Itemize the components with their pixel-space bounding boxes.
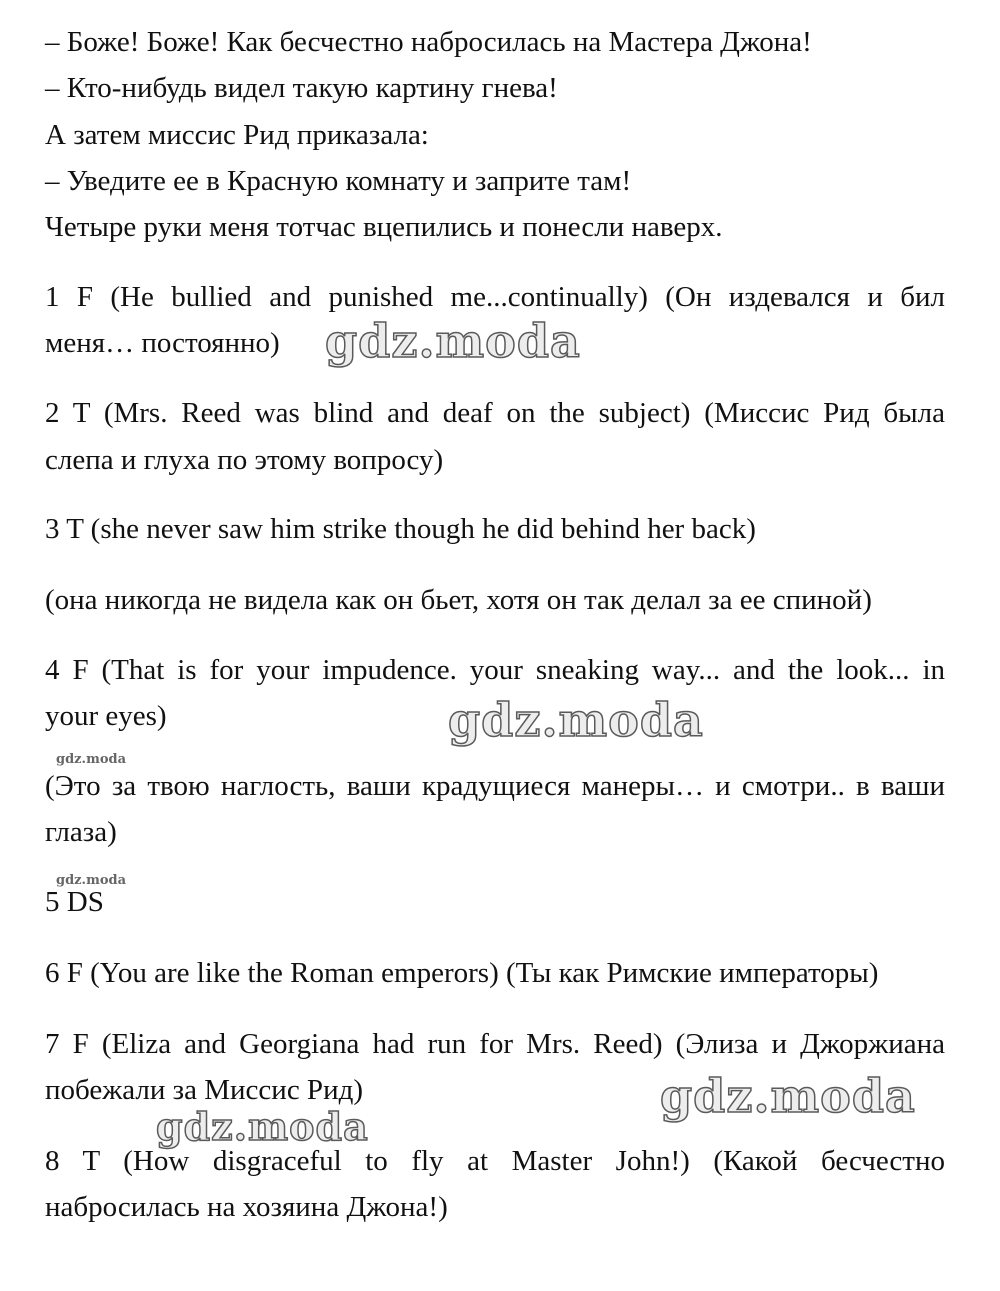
watermark-logo: gdz.moda <box>448 693 704 747</box>
answer-4-line-3: (Это за твою наглость, ваши крадущиеся манеры… и смотри.. в ваши <box>45 770 945 802</box>
watermark-small: gdz.moda <box>56 752 127 767</box>
answer-3-line-2: (она никогда не видела как он бьет, хотя он так делал за ее спиной) <box>45 584 872 616</box>
answer-4-line-2: your eyes) <box>45 700 167 732</box>
answer-5-line: 5 DS <box>45 886 104 918</box>
watermark-logo: gdz.moda <box>325 314 581 368</box>
answer-8-line-1: 8 T (How disgraceful to fly at Master John!) (Какой бесчестно <box>45 1145 945 1177</box>
answer-8-line-2: набросилась на хозяина Джона!) <box>45 1191 448 1223</box>
text-line: – Кто-нибудь видел такую картину гнева! <box>45 72 558 104</box>
text-line: – Боже! Боже! Как бесчестно набросилась на Мастера Джона! <box>45 26 812 58</box>
answer-3-line-1: 3 T (she never saw him strike though he did behind her back) <box>45 513 756 545</box>
text-line: – Уведите ее в Красную комнату и заприте там! <box>45 165 632 197</box>
text-line: А затем миссис Рид приказала: <box>45 119 429 151</box>
watermark-logo: gdz.moda <box>156 1104 369 1149</box>
answer-1-line-1: 1 F (He bullied and punished me...continually) (Он издевался и бил <box>45 281 945 313</box>
answer-7-line-1: 7 F (Eliza and Georgiana had run for Mrs. Reed) (Элиза и Джоржиана <box>45 1028 945 1060</box>
answer-1-line-2: меня… постоянно) <box>45 327 280 359</box>
watermark-small: gdz.moda <box>56 873 127 888</box>
watermark-logo: gdz.moda <box>660 1069 916 1123</box>
answer-6-line: 6 F (You are like the Roman emperors) (Ты как Римские императоры) <box>45 957 879 989</box>
answer-2-line-1: 2 T (Mrs. Reed was blind and deaf on the subject) (Миссис Рид была <box>45 397 945 429</box>
answer-2-line-2: слепа и глуха по этому вопросу) <box>45 444 444 476</box>
answer-7-line-2: побежали за Миссис Рид) <box>45 1074 363 1106</box>
text-line: Четыре руки меня тотчас вцепились и понесли наверх. <box>45 211 723 243</box>
answer-4-line-1: 4 F (That is for your impudence. your sneaking way... and the look... in <box>45 654 945 686</box>
answer-4-line-4: глаза) <box>45 816 117 848</box>
